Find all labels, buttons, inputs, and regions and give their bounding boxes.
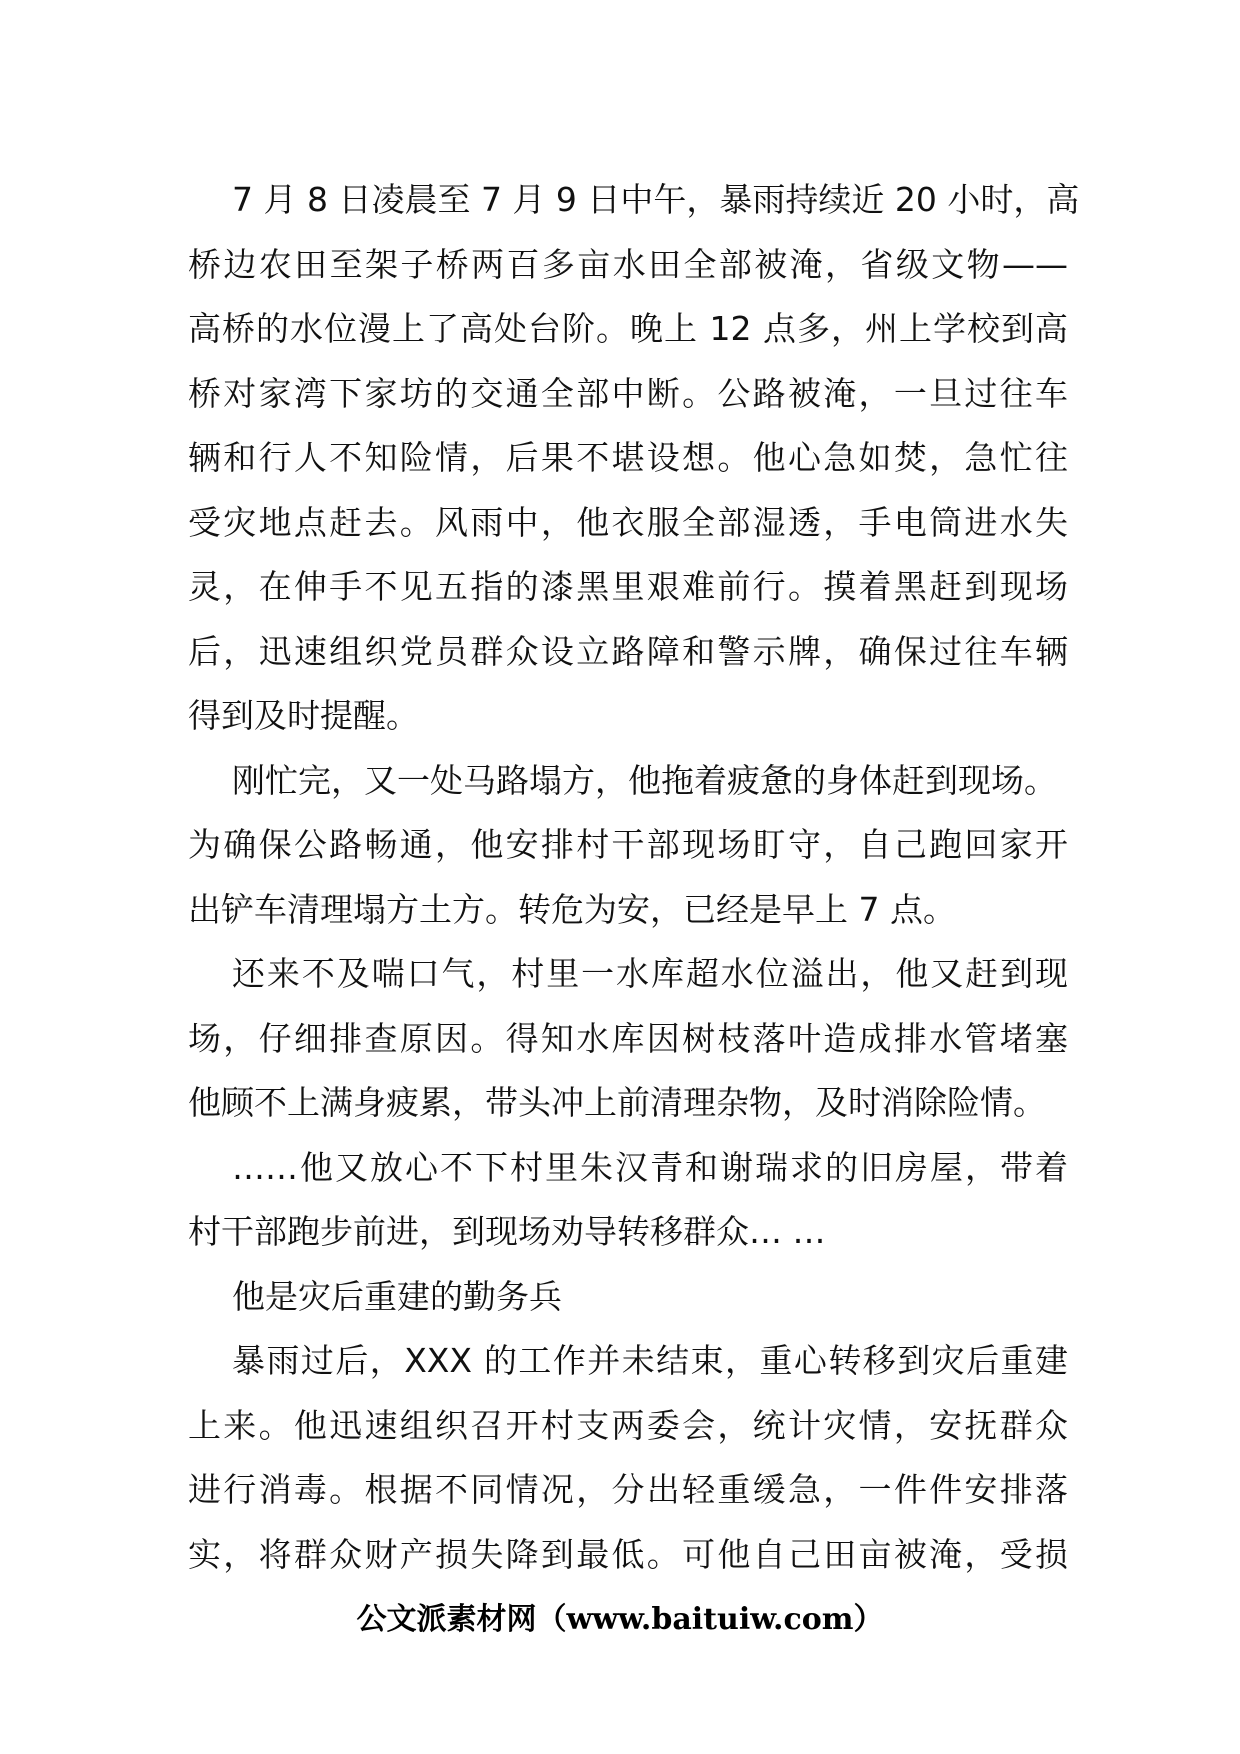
text-line: 还来不及喘口气，村里一水库超水位溢出，他又赶到现 bbox=[232, 954, 1068, 993]
footer-source: 公文派素材网（www.baituiw.com） bbox=[356, 1602, 884, 1637]
text-line: 桥边农田至架子桥两百多亩水田全部被淹，省级文物—— bbox=[188, 244, 1068, 284]
text-line: 实，将群众财产损失降到最低。可他自己田亩被淹，受损 bbox=[188, 1534, 1068, 1574]
text-line: 场，仔细排查原因。得知水库因树枝落叶造成排水管堵塞 bbox=[188, 1018, 1068, 1058]
text-line: 后，迅速组织党员群众设立路障和警示牌，确保过往车辆 bbox=[188, 631, 1068, 671]
document-body bbox=[188, 168, 1080, 1587]
text-line: 得到及时提醒。 bbox=[188, 696, 419, 735]
text-line: 进行消毒。根据不同情况，分出轻重缓急，一件件安排落 bbox=[188, 1470, 1068, 1509]
text-line: 灵，在伸手不见五指的漆黑里艰难前行。摸着黑赶到现场 bbox=[188, 567, 1068, 606]
text-line: 他顾不上满身疲累，带头冲上前清理杂物，及时消除险情。 bbox=[188, 1083, 1046, 1122]
text-line: 7 月 8 日凌晨至 7 月 9 日中午，暴雨持续近 20 小时，高 bbox=[232, 180, 1080, 219]
text-line: 桥对家湾下家坊的交通全部中断。公路被淹，一旦过往车 bbox=[188, 373, 1068, 413]
text-line: 刚忙完，又一处马路塌方，他拖着疲惫的身体赶到现场。 bbox=[232, 760, 1057, 800]
text-line: 高桥的水位漫上了高处台阶。晚上 12 点多，州上学校到高 bbox=[188, 309, 1068, 348]
text-line: 受灾地点赶去。风雨中，他衣服全部湿透，手电筒进水失 bbox=[188, 502, 1068, 542]
text-line: ……他又放心不下村里朱汉青和谢瑞求的旧房屋，带着 bbox=[232, 1147, 1068, 1187]
text-line: 辆和行人不知险情，后果不堪设想。他心急如焚，急忙往 bbox=[188, 438, 1068, 477]
text-line: 村干部跑步前进，到现场劝导转移群众… … bbox=[188, 1212, 826, 1251]
text-line: 为确保公路畅通，他安排村干部现场盯守，自己跑回家开 bbox=[188, 825, 1068, 864]
text-line: 暴雨过后，XXX 的工作并未结束，重心转移到灾后重建 bbox=[232, 1341, 1068, 1380]
text-line: 上来。他迅速组织召开村支两委会，统计灾情，安抚群众 bbox=[188, 1405, 1068, 1445]
section-heading: 他是灾后重建的勤务兵 bbox=[232, 1276, 562, 1316]
text-line: 出铲车清理塌方土方。转危为安，已经是早上 7 点。 bbox=[188, 889, 956, 929]
